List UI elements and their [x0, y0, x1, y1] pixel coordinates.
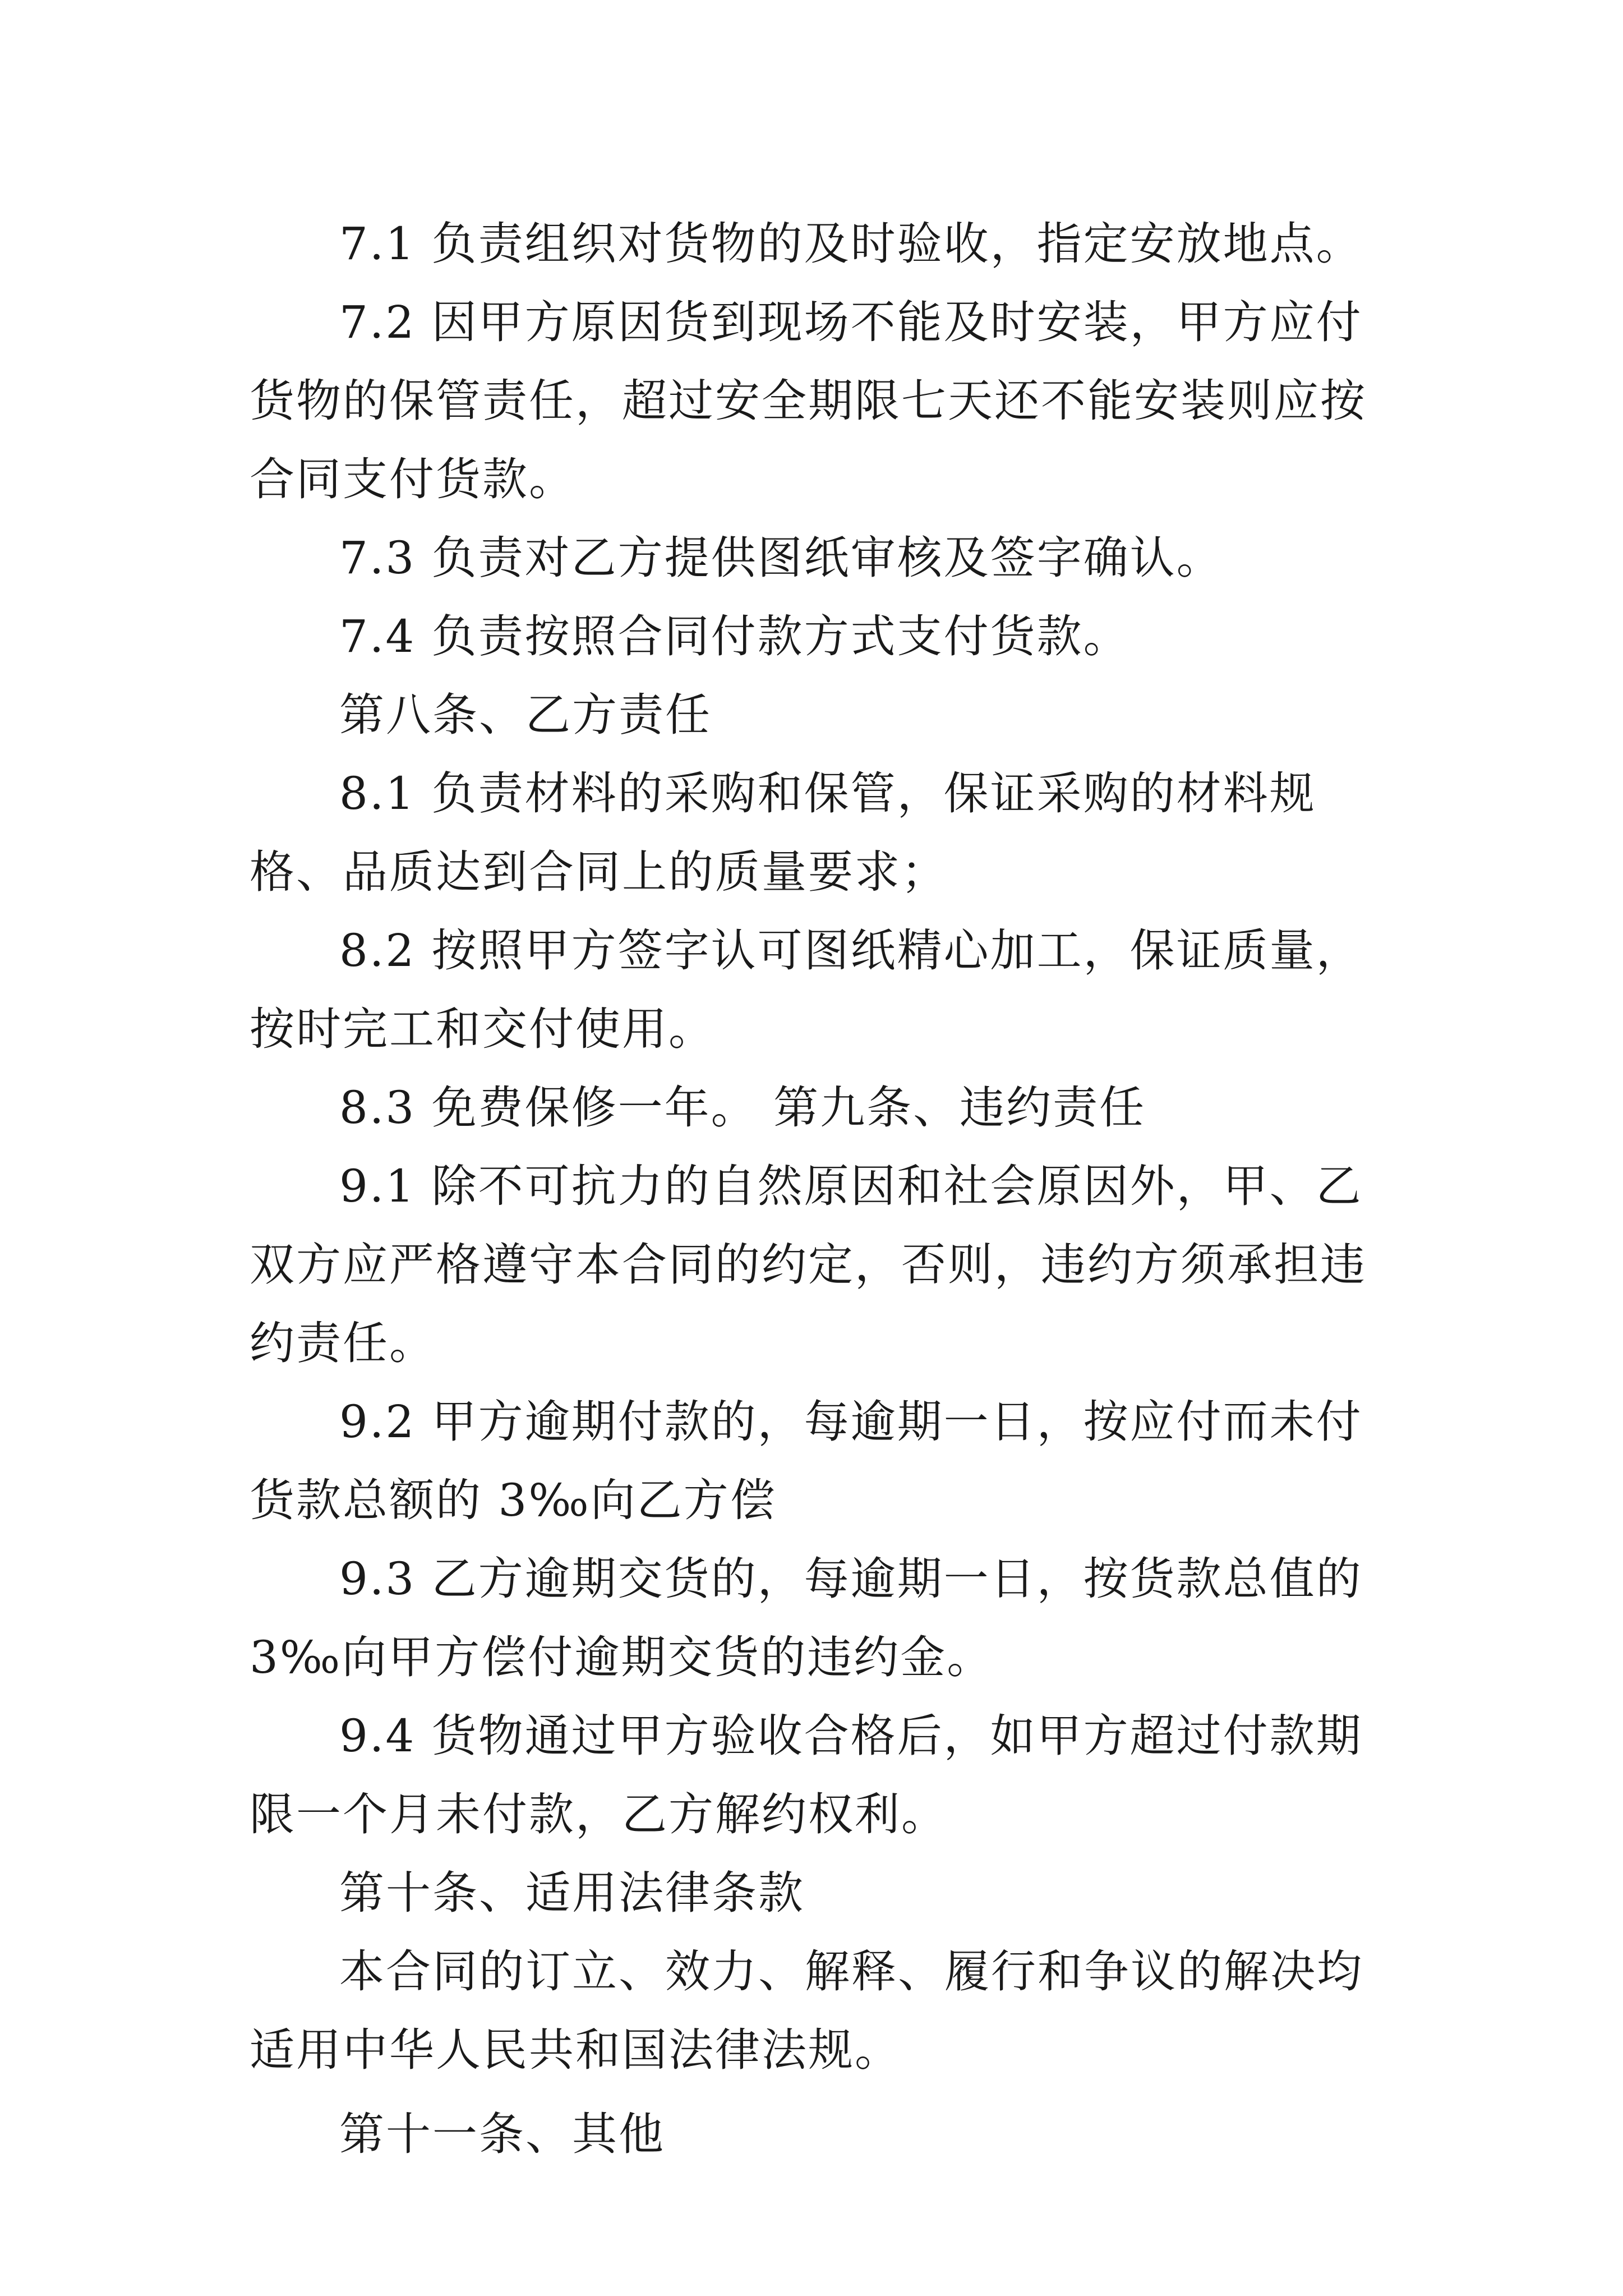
clause-9-1: 9.1 除不可抗力的自然原因和社会原因外，甲、乙双方应严格遵守本合同的约定，否则，违约方须承担违约责任。: [250, 1160, 1367, 1369]
clause-7-4: 7.4 负责按照合同付款方式支付货款。: [339, 610, 1130, 662]
clause-8-3: 8.3 免费保修一年。 第九条、违约责任: [339, 1082, 1146, 1134]
article-8-heading: 第八条、乙方责任: [339, 689, 712, 741]
clause-7-2: 7.2 因甲方原因货到现场不能及时安装，甲方应付货物的保管责任，超过安全期限七天还不能安装则应按合同支付货款。: [250, 296, 1367, 505]
article-10-body: 本合同的订立、效力、解释、履行和争议的解决均适用中华人民共和国法律法规。: [250, 1945, 1363, 2076]
clause-7-1: 7.1 负责组织对货物的及时验收，指定安放地点。: [339, 218, 1363, 270]
clause-9-2: 9.2 甲方逾期付款的，每逾期一日，按应付而未付货款总额的 3‰向乙方偿: [250, 1396, 1363, 1526]
document-body: [250, 205, 1380, 2174]
article-11-heading: 第十一条、其他: [339, 2108, 665, 2160]
clause-8-2: 8.2 按照甲方签字认可图纸精心加工，保证质量，按时完工和交付使用。: [250, 924, 1363, 1055]
article-10-heading: 第十条、适用法律条款: [339, 1867, 805, 1919]
clause-9-4: 9.4 货物通过甲方验收合格后，如甲方超过付款期限一个月未付款，乙方解约权利。: [250, 1710, 1363, 1841]
clause-7-3: 7.3 负责对乙方提供图纸审核及签字确认。: [339, 532, 1223, 584]
clause-9-3: 9.3 乙方逾期交货的，每逾期一日，按货款总值的 3‰向甲方偿付逾期交货的违约金。: [250, 1553, 1363, 1683]
clause-8-1: 8.1 负责材料的采购和保管，保证采购的材料规格、品质达到合同上的质量要求；: [250, 767, 1316, 898]
